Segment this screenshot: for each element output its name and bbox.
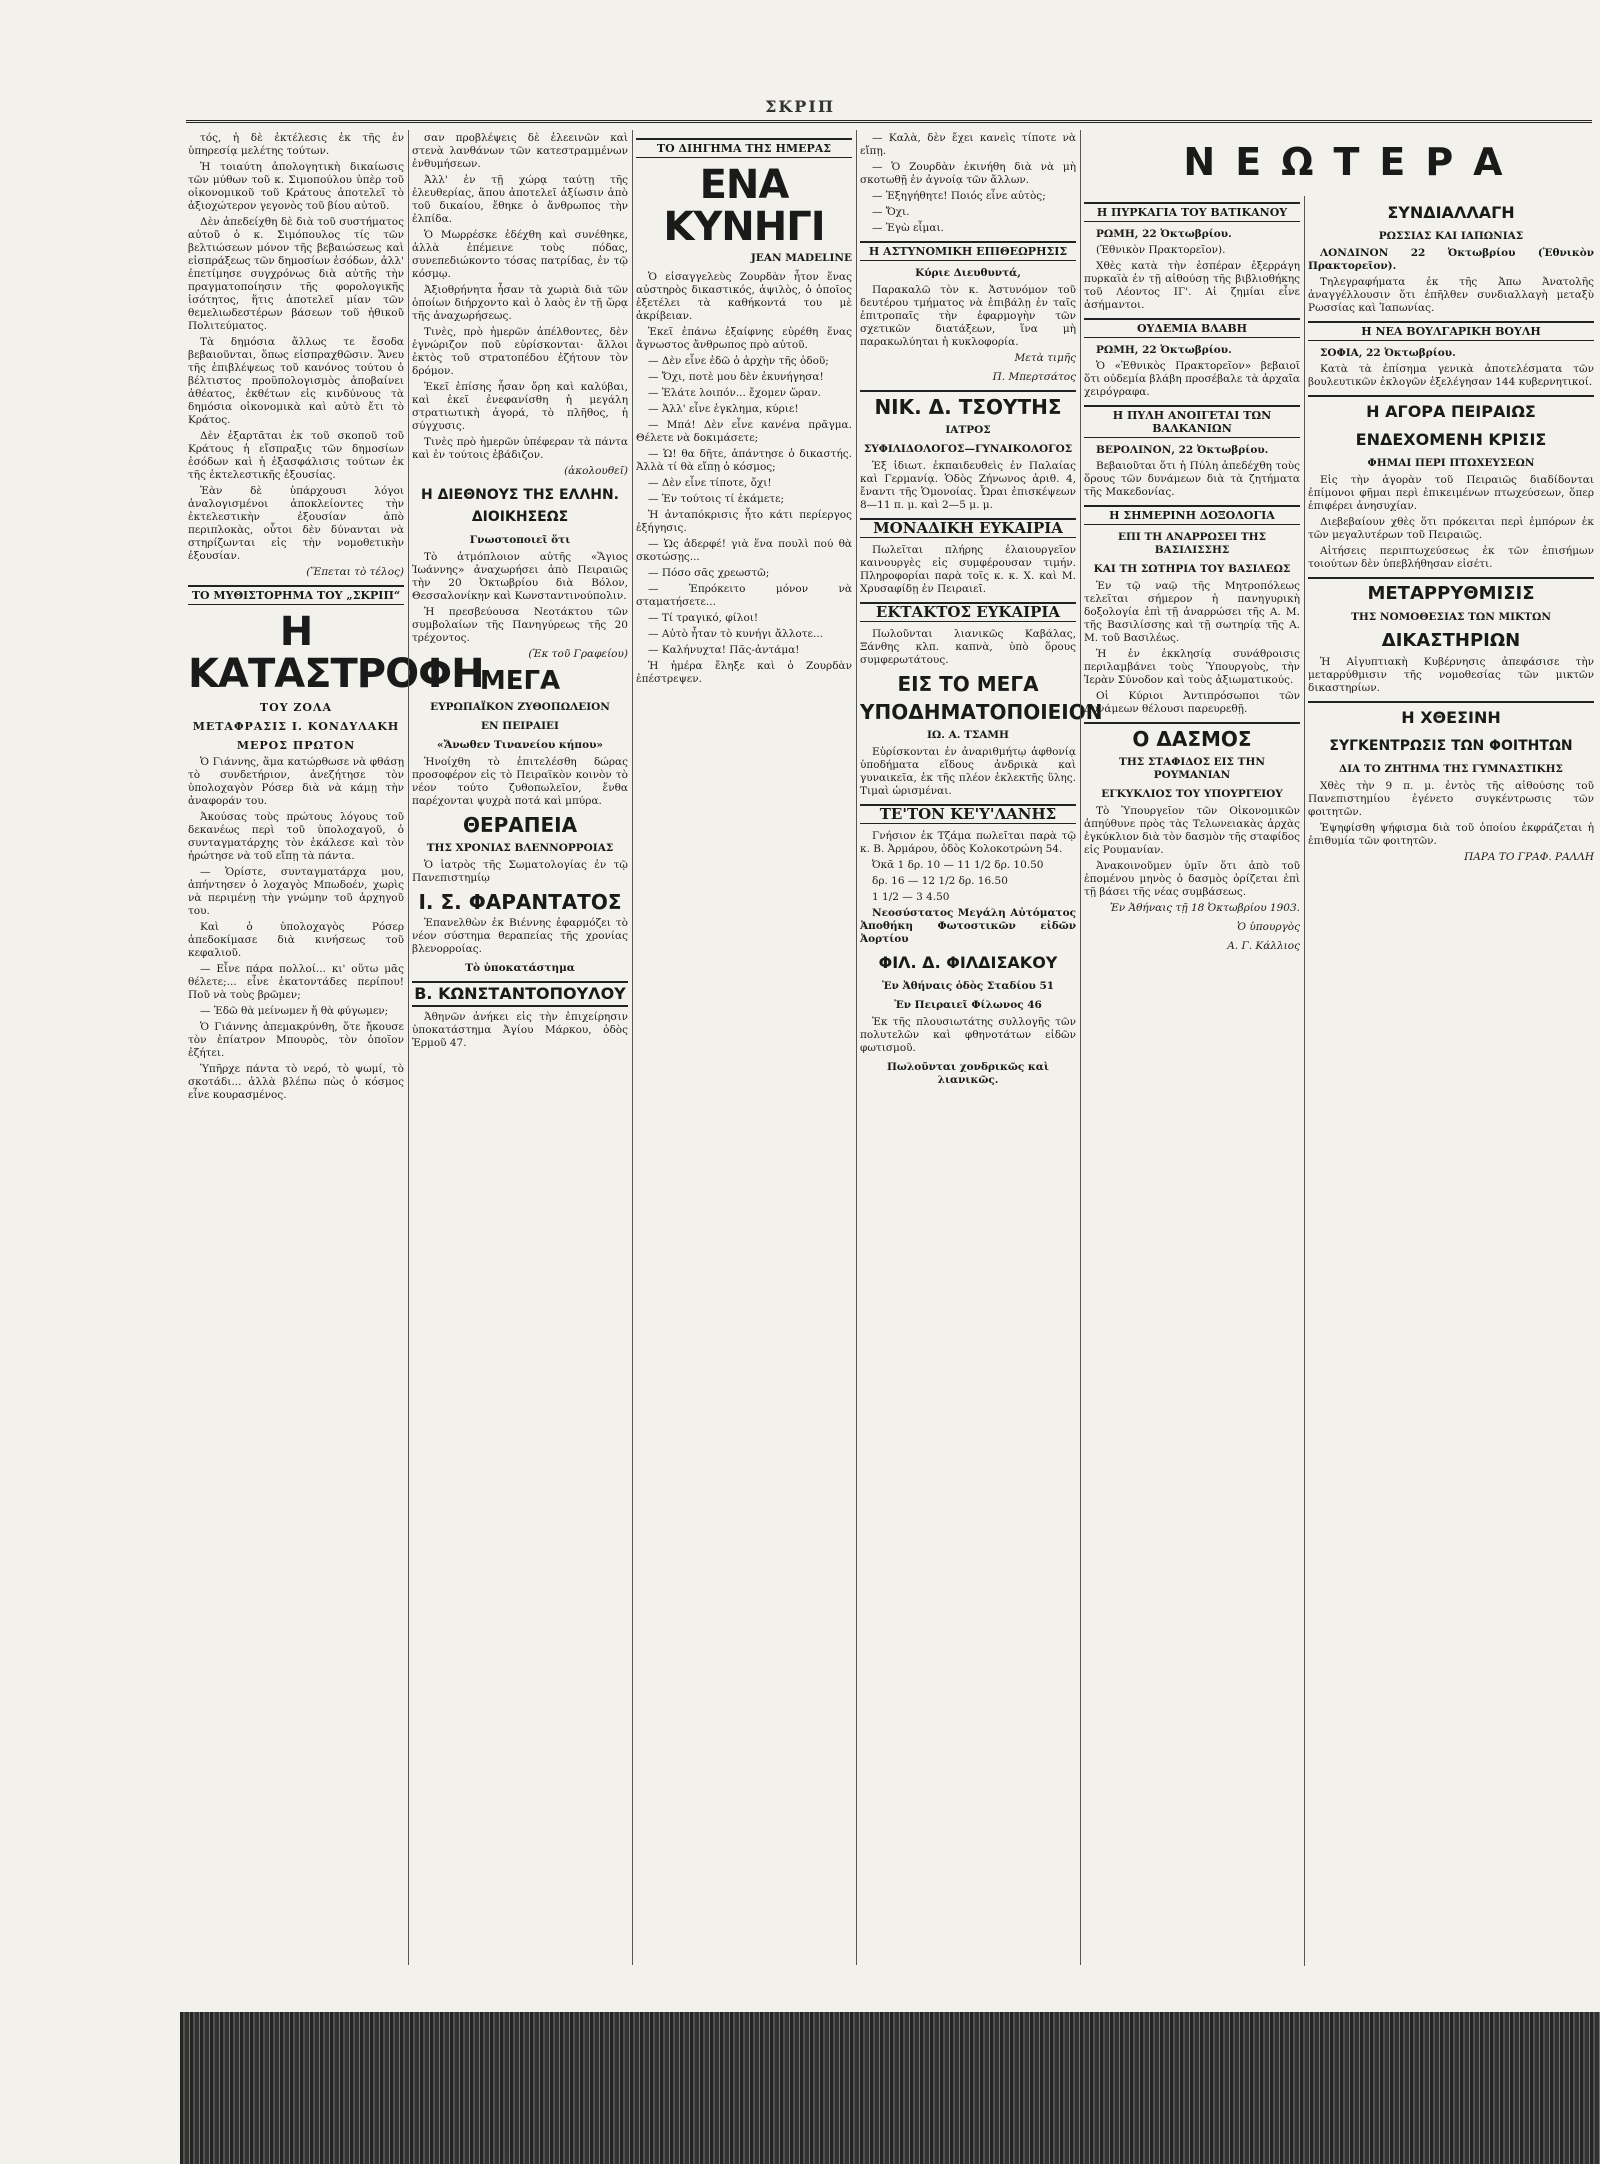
column-4 [860,132,1103,1962]
paragraph: Τινὲς, πρὸ ἡμερῶν ἀπέλθοντες, δὲν ἐγνώριζον ποῦ εὑρίσκονται· ἄλλοι ἐκτὸς τοῦ στρατοπέδου ἐζήτουν τὸν δρόμον. [412,326,628,377]
footer-note: Πωλοῦνται χονδρικῶς καὶ λιανικῶς. [887,1061,1049,1086]
signature-date: Ἐν Ἀθήναις τῇ 18 Ὀκτωβρίου 1903. [1109,902,1300,914]
signature-name: Α. Γ. Κάλλιος [1227,940,1300,952]
paragraph: Ὁ «Ἐθνικὸς Πρακτορεῖον» βεβαιοῖ ὅτι οὐδεμία βλάβη προσέβαλε τὰ ἀρχαῖα χειρόγραφα. [1084,360,1300,398]
column-divider [1304,196,1305,1966]
story-title: ΕΝΑ ΚΥΝΗΓΙ [663,162,825,250]
dateline: ΒΕΡΟΛΙΝΟΝ, 22 Ὀκτωβρίου. [1096,444,1269,456]
news-subheadline: ΚΑΙ ΤΗ ΣΩΤΗΡΙΑ ΤΟΥ ΒΑΣΙΛΕΩΣ [1093,563,1291,575]
paragraph: Ἡ ἡμέρα ἔληξε καὶ ὁ Ζουρδὰν ἐπέστρεψεν. [636,660,852,685]
paragraph: — Δὲν εἶνε τίποτε, ὄχι! [648,477,772,489]
column-divider [1080,130,1081,1965]
paragraph: Ὁ Γιάννης ἀπεμακρύνθη, ὅτε ἤκουσε τὸν ἐπίατρον Μπουρὸς, τὸν ὁποῖον ἐζήτει. [188,1021,404,1059]
news-headline: Η ΠΥΡΚΑΓΙΑ ΤΟΥ ΒΑΤΙΚΑΝΟΥ [1084,202,1300,222]
news-subheadline: ΦΗΜΑΙ ΠΕΡΙ ΠΤΩΧΕΥΣΕΩΝ [1367,457,1535,469]
paragraph: Ἐὰν δὲ ὑπάρχουσι λόγοι ἀναλογισμένοι ἀποκλείοντες τὴν ἐκτελεστικὴν ἐξουσίαν ἀπὸ περιπλοκὰς, οὗτοι δὲν δύνανται νὰ στηρίζωνται εἰς τὴν νομοθετικὴν ἐξουσίαν. [188,485,404,562]
price-line: δρ. 16 — 12 1/2 δρ. 16.50 [872,875,1008,887]
translator: ΜΕΤΑΦΡΑΣΙΣ Ι. ΚΟΝΔΥΛΑΚΗ [192,720,400,733]
ad-header: ΜΟΝΑΔΙΚΗ ΕΥΚΑΙΡΙΑ [860,518,1076,538]
column-divider [856,130,857,1965]
ad-header: ΕΚΤΑΚΤΟΣ ΕΥΚΑΙΡΙΑ [860,602,1076,622]
story-header: ΤΟ ΔΙΗΓΗΜΑ ΤΗΣ ΗΜΕΡΑΣ [636,138,852,158]
address: Ἐν Ἀθήναις ὁδὸς Σταδίου 51 [881,980,1055,992]
news-headline: ΜΕΤΑΡΡΥΘΜΙΣΙΣ [1308,577,1594,605]
continued-note: (ἀκολουθεῖ) [564,465,628,477]
paragraph: — Ὁρίστε, συνταγματάρχα μου, ἀπήντησεν ὁ λοχαγὸς Μπωδοέν, χωρὶς νὰ περιμένῃ τὴν γνώμην τοῦ ἀρχηγοῦ του. [188,866,404,917]
news-headline: Ο ΔΑΣΜΟΣ [1084,722,1300,750]
dateline: ΣΟΦΙΑ, 22 Ὀκτωβρίου. [1320,347,1456,359]
part-label: ΜΕΡΟΣ ΠΡΩΤΟΝ [236,739,356,752]
paragraph: Ἀθηνῶν ἀνήκει εἰς τὴν ἐπιχείρησιν ὑποκατάστημα Ἀγίου Μάρκου, ὁδὸς Ἑρμοῦ 47. [412,1011,628,1049]
paragraph: — Ἀλλ' εἶνε ἐγκλημα, κύριε! [648,403,799,415]
advertiser-name: Ι. Σ. ΦΑΡΑΝΤΑΤΟΣ [418,890,622,914]
news-headline: ΟΥΔΕΜΙΑ ΒΛΑΒΗ [1084,318,1300,338]
paragraph: Ὁ ἰατρὸς τῆς Σωματολογίας ἐν τῷ Πανεπιστημίῳ [412,859,628,884]
paragraph: — Ὄχι. [872,206,910,218]
paragraph: Διεβεβαίουν χθὲς ὅτι πρόκειται περὶ ἐμπόρων ἐκ τῶν μεγαλυτέρων τοῦ Πειραιῶς. [1308,516,1594,541]
advertiser-name: ΙΩ. Α. ΤΣΑΜΗ [927,729,1009,741]
paragraph: Ἐπανελθὼν ἐκ Βιέννης ἐφαρμόζει τὸ νέον σύστημα θεραπείας τῆς χρονίας βλενορροίας. [412,917,628,955]
column-5 [1084,196,1300,2026]
signature: (Ἐκ τοῦ Γραφείου) [528,648,628,660]
novel-author: ΤΟΥ ΖΟΛΑ [259,701,333,714]
news-subheadline: ΤΗΣ ΝΟΜΟΘΕΣΙΑΣ ΤΩΝ ΜΙΚΤΩΝ [1351,611,1551,623]
news-subheadline: ΕΓΚΥΚΛΙΟΣ ΤΟΥ ΥΠΟΥΡΓΕΙΟΥ [1101,788,1283,800]
ad-header: ΤΕ'ΤΟΝ ΚΕ'Υ'ΛΑΝΗΣ [860,804,1076,824]
advertiser-name: Β. ΚΩΝΣΤΑΝΤΟΠΟΥΛΟΥ [412,981,628,1007]
signature: Μετὰ τιμῆς [1014,352,1076,364]
paragraph: Κατὰ τὰ ἐπίσημα γενικὰ ἀποτελέσματα τῶν βουλευτικῶν ἐκλογῶν ἐξελέγησαν 144 κυβερνητικοί. [1308,363,1594,388]
signature-name: Π. Μπερτσάτος [992,371,1076,383]
news-subheadline: ΡΩΣΣΙΑΣ ΚΑΙ ΙΑΠΩΝΙΑΣ [1378,230,1524,242]
paragraph: Τὰ δημόσια ἄλλως τε ἔσοδα βεβαιοῦνται, ὅπως εἰσπραχθῶσιν. Ἄνευ τῆς ἐπιβλέψεως τοῦ κανόνος τούτου ὁ βέλτιστος προϋπολογισμὸς ἀποβαίνει ἀθέατος, ἐκθέτων εἰς κινδύνους τὰ δημόσια οἰκονομικὰ καὶ αὐτὸ ἔτι τὸ Κράτος. [188,336,404,426]
paragraph: Τὸ Ὑπουργεῖον τῶν Οἰκονομικῶν ἀπηύθυνε πρὸς τὰς Τελωνειακὰς ἀρχὰς ἐγκύκλιον διὰ τὸν δασμὸν τῆς σταφίδος εἰς Ρουμανίαν. [1084,805,1300,856]
paragraph: Οἱ Κύριοι Ἀντιπρόσωποι τῶν Δυνάμεων θέλουσι παρευρεθῇ. [1084,690,1300,715]
news-headline: Η ΝΕΑ ΒΟΥΛΓΑΡΙΚΗ ΒΟΥΛΗ [1308,321,1594,341]
paragraph: Καὶ ὁ ὑπολοχαγὸς Ρόσερ ἀπεδοκίμασε διὰ κινήσεως τοῦ κεφαλιοῦ. [188,921,404,959]
ad-subtitle: ΕΥΡΩΠΑΪΚΟΝ ΖΥΘΟΠΩΛΕΙΟΝ [430,701,610,713]
paragraph: — Ἐξηγήθητε! Ποιός εἶνε αὐτὸς; [872,190,1046,202]
paragraph: Ὑπῆρχε πάντα τὸ νερό, τὸ ψωμί, τὸ σκοτάδι... ἀλλὰ βλέπω πὼς ὁ κόσμος εἶνε κουρασμένος. [188,1063,404,1101]
news-headline: Η ΣΗΜΕΡΙΝΗ ΔΟΞΟΛΟΓΙΑ [1084,505,1300,525]
paragraph: Ἡ ἐν ἐκκλησίᾳ συνάθροισις περιλαμβάνει τοὺς Ὑπουργοὺς, τὴν Ἱερὰν Σύνοδον καὶ τοὺς ἀξιωματικούς. [1084,648,1300,686]
paragraph: Εἰς τὴν ἀγορὰν τοῦ Πειραιῶς διαδίδονται ἐπίμονοι φῆμαι περὶ ἐπικειμένων πτωχεύσεων, ὅπερ ἐπιφέρει ἀνησυχίαν. [1308,474,1594,512]
news-headline: Η ΠΥΛΗ ΑΝΟΙΓΕΤΑΙ ΤΩΝ ΒΑΛΚΑΝΙΩΝ [1084,405,1300,438]
paragraph: Πωλοῦνται λιανικῶς Καβάλας, Ξάνθης κλπ. καπνὰ, ὑπὸ ὅρους συμφερωτάτους. [860,628,1076,666]
column-2 [412,132,628,1962]
advertiser-name: ΦΙΛ. Δ. ΦΙΛΔΙΣΑΚΟΥ [878,953,1058,972]
paragraph: — Τί τραγικό, φίλοι! [648,612,759,624]
paragraph: — Ὡ! θα δῆτε, ἀπάντησε ὁ δικαστής. Ἀλλὰ τί θὰ εἴπῃ ὁ κόσμος; [636,448,852,473]
paragraph: Ἀνακοινοῦμεν ὑμῖν ὅτι ἀπὸ τοῦ ἐπομένου μηνὸς ὁ δασμὸς ὁρίζεται ἐπὶ τῇ βάσει τῆς νέας συμβάσεως. [1084,860,1300,898]
paragraph: Ἐξ ἰδιωτ. ἐκπαιδευθεὶς ἐν Παλαίας καὶ Γερμανίᾳ. Ὁδὸς Ζήνωνος ἀριθ. 4, ἔναντι τῆς Ὁμονοίας. Ὧραι ἐπισκέψεων 8—11 π. μ. καὶ 2—5 μ. μ. [860,460,1076,511]
ad-subtitle: ΕΝ ΠΕΙΡΑΙΕΙ [481,720,559,732]
paragraph: — Ὡς ἀδερφέ! γιὰ ἕνα πουλὶ πού θὰ σκοτώσῃς... [636,538,852,563]
paragraph: — Ἐπρόκειτο μόνον νὰ σταματήσετε... [636,583,852,608]
paragraph: Ὁ Γιάννης, ἅμα κατώρθωσε νὰ φθάσῃ τὸ συνδετήριον, ἀνεζήτησε τὸν ὑπολοχαγὸν Ρόσερ διὰ νὰ κάμῃ τὴν ἀναφοράν του. [188,756,404,807]
ad-title: ΕΙΣ ΤΟ ΜΕΓΑ [897,672,1039,696]
ad-title: ΘΕΡΑΠΕΙΑ [462,813,578,837]
dateline: ΡΩΜΗ, 22 Ὀκτωβρίου. [1096,344,1232,356]
column-divider [408,130,409,1965]
paragraph: Τηλεγραφήματα ἐκ τῆς Ἀπω Ἀνατολῆς ἀναγγέλλουσιν ὅτι ἐπῆλθεν συνδιαλλαγὴ μεταξὺ Ρωσσίας καὶ Ἰαπωνίας. [1308,276,1594,314]
paragraph: Ἀκούσας τοὺς πρώτους λόγους τοῦ δεκανέως περὶ τοῦ ὑπολοχαγοῦ, ὁ συνταγματάρχης τὸν ἐκάλεσε καὶ τὸν ἠρώτησε νὰ τοῦ εἴπῃ τὰ πάντα. [188,811,404,862]
novel-title: Η ΚΑΤΑΣΤΡΟΦΗ [188,609,484,697]
news-subheadline: ΕΝΔΕΧΟΜΕΝΗ ΚΡΙΣΙΣ [1355,430,1547,449]
signature-role: Ὁ ὑπουργὸς [1237,921,1300,933]
news-subheadline: ΤΗΣ ΣΤΑΦΙΔΟΣ ΕΙΣ ΤΗΝ ΡΟΥΜΑΝΙΑΝ [1119,756,1265,781]
signature: ΠΑΡΑ ΤΟ ΓΡΑΦ. ΡΑΛΛΗ [1464,851,1594,863]
paragraph: — Αὐτὸ ἦταν τὸ κυνήγι ἄλλοτε... [648,628,823,640]
paragraph: Ὁ Μωρρέσκε ἐδέχθη καὶ συνέθηκε, ἀλλὰ ἐπέμεινε τοὺς πόδας, συνεπεδιώκοντο τόσας πατρίδας, ἐν τῷ κόσμῳ. [412,229,628,280]
news-subheadline: ΔΙΚΑΣΤΗΡΙΩΝ [1381,630,1521,651]
price-line: Ὀκᾶ 1 δρ. 10 — 11 1/2 δρ. 10.50 [872,859,1044,871]
agency: (Ἐθνικὸν Πρακτορεῖον). [1096,244,1226,256]
paragraph: Ἠνοίχθη τὸ ἐπιτελέσθη δώρας προσοφέρον εἰς τὸ Πειραϊκὸν κοινὸν τὸ νέον τούτο ζυθοπωλεῖον, ἔνθα παρέχονται ψυχρὰ ποτά καὶ μπύρα. [412,756,628,807]
paragraph: Ἐκ τῆς πλουσιωτάτης συλλογῆς τῶν πολυτελῶν καὶ φθηνοτάτων εἰδῶν φωτισμοῦ. [860,1016,1076,1054]
column-1 [188,132,484,1962]
letter-greeting: Κύριε Διευθυντά, [915,267,1021,279]
paragraph: Ὁ εἰσαγγελεὺς Ζουρδὰν ἦτον ἕνας αὐστηρὸς δικαστικός, ἀψιλὸς, ὁ ὁποῖος ἐξετέλει τὰ καθήκοντά του μὲ ἀκρίβειαν. [636,271,852,322]
section-header: Η ΑΣΤΥΝΟΜΙΚΗ ΕΠΙΘΕΩΡΗΣΙΣ [860,241,1076,261]
masthead: ΣΚΡΙΠ [765,97,835,116]
notice-subtitle: Γνωστοποιεῖ ὅτι [469,534,571,546]
feuilleton-header: ΤΟ ΜΥΘΙΣΤΟΡΗΜΑ ΤΟΥ „ΣΚΡΙΠ“ [188,585,404,605]
paragraph: Ἀξιοθρήνητα ἦσαν τὰ χωριὰ διὰ τῶν ὁποίων διήρχοντο καὶ ὁ λαὸς ἐν τῇ ὥρᾳ τῆς ἀναχωρήσεως. [412,284,628,322]
paragraph: — Δὲν εἶνε ἐδῶ ὁ ἀρχὴν τῆς ὁδοῦ; [648,355,829,367]
scan-artifact [180,2012,1600,2164]
notice-title: Η ΔΙΕΘΝΟΥΣ ΤΗΣ ΕΛΛΗΝ. ΔΙΟΙΚΗΣΕΩΣ [421,487,619,525]
top-rule [186,120,1592,123]
paragraph: τός, ἡ δὲ ἐκτέλεσις ἐκ τῆς ἐν ὑπηρεσίᾳ μελέτης τούτων. [188,132,404,157]
continued-note: (Ἕπεται τὸ τέλος) [306,566,404,578]
paragraph: Ἡ τοιαύτη ἀπολογητικὴ δικαίωσις τῶν μύθων τοῦ κ. Σιμοπούλου ὑπὲρ τοῦ οἰκονομικοῦ τοῦ Κράτους ἀποτελεῖ τὸ ἀξιοχώτερον γεγονὸς τοῦ βίου αὐτοῦ. [188,161,404,212]
news-subheadline: ΣΥΓΚΕΝΤΡΩΣΙΣ ΤΩΝ ΦΟΙΤΗΤΩΝ [1329,738,1573,754]
column-6 [1308,196,1594,2026]
news-subheadline: ΔΙΑ ΤΟ ΖΗΤΗΜΑ ΤΗΣ ΓΥΜΝΑΣΤΙΚΗΣ [1339,763,1563,775]
paragraph: Εὑρίσκονται ἐν ἀναριθμήτῳ ἀφθονίᾳ ὑποδήματα εἴδους ἀνδρικὰ καὶ γυναικεῖα, ἐκ τῆς πλέον ἐκλεκτῆς ὕλης. Τιμαὶ ὡρισμέναι. [860,746,1076,797]
paragraph: Ἡ πρεσβεύουσα Νεοτάκτου τῶν συμβολαίων τῆς Πανηγύρεως τῆς 20 τρέχοντος. [412,606,628,644]
news-headline: Η ΑΓΟΡΑ ΠΕΙΡΑΙΩΣ [1308,395,1594,423]
paragraph: Ἡ Αἰγυπτιακὴ Κυβέρνησις ἀπεφάσισε τὴν μεταρρύθμισιν τῆς νομοθεσίας τῶν μικτῶν δικαστηρίων. [1308,656,1594,694]
paragraph: Αἰτήσεις περιπτωχεύσεως ἐκ τῶν ἐπισήμων τοιούτων δὲν ὑπεβλήθησαν εἰσέτι. [1308,545,1594,570]
paragraph: Νεοσύστατος Μεγάλη Αὐτόματος Ἀποθήκη Φωτοστικῶν εἰδῶν Ἀορτίου [860,907,1076,945]
news-subheadline: ΕΠΙ ΤΗ ΑΝΑΡΡΩΣΕΙ ΤΗΣ ΒΑΣΙΛΙΣΣΗΣ [1117,531,1267,556]
ad-subtitle: ΤΗΣ ΧΡΟΝΙΑΣ ΒΛΕΝΝΟΡΡΟΙΑΣ [426,842,614,854]
paragraph: Παρακαλῶ τὸν κ. Ἀστυνόμον τοῦ δευτέρου τμήματος νὰ ἐπιβάλῃ ἐν ταῖς ἐπιτροπαῖς τὴν ἐφαρμογὴν τῶν σχετικῶν διατάξεων, ἵνα μὴ παρακωλύηται ἡ κυκλοφορία. [860,284,1076,348]
paragraph: Δὲν ἀπεδείχθη δὲ διὰ τοῦ συστήματος αὐτοῦ ὁ κ. Σιμόπουλος τίς τῶν βελτιώσεων μόνον τῆς βεβαιώσεως καὶ εἰσπράξεως τῶν δημοσίων ἐσόδων, ἀλλ' ἐπετίμησε συγχρόνως διὰ αὐτῆς τὴν πραγματοποίησιν τῆς φορολογικῆς ἰσότητος, ἥτις ἀποτελεῖ μίαν τῶν θεμελιωδεστέρων βάσεων τοῦ ἠθικοῦ Πολιτεύματος. [188,216,404,332]
paragraph: Δὲν ἐξαρτᾶται ἐκ τοῦ σκοποῦ τοῦ Κράτους ἡ εἴσπραξις τῶν δημοσίων ἐσόδων καὶ ἡ ἐξασφάλισις τούτων ἐκ τῆς ἐκτελεστικῆς ἐξουσίας. [188,430,404,481]
dateline: ΛΟΝΔΙΝΟΝ 22 Ὀκτωβρίου (Ἐθνικὸν Πρακτορεῖον). [1308,247,1594,272]
paragraph: Γνήσιον ἐκ Τζάμα πωλεῖται παρὰ τῷ κ. Β. Ἀρμάρου, ὁδὸς Κολοκοτρώνη 54. [860,830,1076,855]
paragraph: Βεβαιοῦται ὅτι ἡ Πύλη ἀπεδέχθη τοὺς ὅρους τῶν δυνάμεων διὰ τὰ ζητήματα τῆς Μακεδονίας. [1084,460,1300,498]
paragraph: — Ἐδῶ θὰ μείνωμεν ἤ θὰ φύγωμεν; [200,1005,389,1017]
advertiser-name: ΝΙΚ. Δ. ΤΣΟΥΤΗΣ [860,390,1076,418]
paragraph: — Ὁ Ζουρδὰν ἐκινήθη διὰ νὰ μὴ σκοτωθῇ ἐν ἀγνοίᾳ τῶν ἄλλων. [860,161,1076,186]
news-headline: ΣΥΝΔΙΑΛΛΑΓΗ [1387,203,1515,222]
paragraph: Ἡ ἀνταπόκρισις ἦτο κάτι περίεργος ἐξήγησις. [636,509,852,534]
ad-title: ΥΠΟΔΗΜΑΤΟΠΟΙΕΙΟΝ [860,700,1103,724]
paragraph: — Ἐγὼ εἶμαι. [872,222,944,234]
paragraph: — Πόσο σᾶς χρεωστῶ; [648,567,770,579]
paragraph: Ἐψηφίσθη ψήφισμα διὰ τοῦ ὁποίου ἐκφράζεται ἡ ἐπιθυμία τῶν φοιτητῶν. [1308,822,1594,847]
ad-title: ΜΕΓΑ [479,666,561,696]
column-divider [632,130,633,1965]
paragraph: — Ὄχι, ποτὲ μου δὲν ἐκυνήγησα! [648,371,824,383]
paragraph: — Καλὰ, δὲν ἔχει κανεὶς τίποτε νὰ εἴπῃ. [860,132,1076,157]
paragraph: — Ἐλάτε λοιπόν... ἔχομεν ὥραν. [648,387,822,399]
ad-subtitle: «Ἄνωθεν Τινανείου κήπου» [437,739,603,751]
paragraph: — Καλήνυχτα! Πᾶς-ἀντάμα! [648,644,800,656]
paragraph: Χθὲς τὴν 9 π. μ. ἐντὸς τῆς αἰθούσης τοῦ Πανεπιστημίου ἐγένετο συγκέντρωσις τῶν φοιτητῶν. [1308,780,1594,818]
ad-subtitle: ΣΥΦΙΛΙΔΟΛΟΓΟΣ—ΓΥΝΑΙΚΟΛΟΓΟΣ [863,443,1073,455]
paragraph: — Εἶνε πάρα πολλοί... κι' οὕτω μᾶς θέλετε;... εἶνε ἑκατοντάδες περίπου! Ποῦ νὰ τοὺς βρῶμεν; [188,963,404,1001]
dateline: ΡΩΜΗ, 22 Ὀκτωβρίου. [1096,228,1232,240]
paragraph: Τὸ ἀτμόπλοιον αὐτῆς «Ἅγιος Ἰωάννης» ἀναχωρήσει ἀπὸ Πειραιῶς τὴν 20 Ὀκτωβρίου διὰ Βόλον, Θεσσαλονίκην καὶ Κωνσταντινούπολιν. [412,551,628,602]
news-banner: ΝΕΩΤΕΡΑ [1183,140,1523,184]
paragraph: — Ἐν τούτοις τί ἐκάμετε; [648,493,785,505]
address: Ἐν Πειραιεῖ Φίλωνος 46 [894,999,1042,1011]
paragraph: Χθὲς κατὰ τὴν ἑσπέραν ἐξερράγη πυρκαϊὰ ἐν τῇ αἰθούσῃ τῆς βιβλιοθήκης τοῦ Λέοντος ΙΓ'. Αἱ ζημίαι εἶνε ἀσήμαντοι. [1084,260,1300,311]
paragraph: — Μπά! Δὲν εἶνε κανένα πρᾶγμα. Θέλετε νὰ δοκιμάσετε; [636,419,852,444]
paragraph: Ἐν τῷ ναῷ τῆς Μητροπόλεως τελεῖται σήμερον ἡ πανηγυρικὴ δοξολογία ἐπὶ τῇ ἀναρρώσει τῆς Α. Μ. τῆς Βασιλίσσης καὶ τῇ σωτηρίᾳ τῆς Α. Μ. τοῦ Βασιλέως. [1084,580,1300,644]
paragraph: Τινὲς πρὸ ἡμερῶν ὑπέφεραν τὰ πάντα καὶ ἐν τούτοις ἐβάδιζον. [412,436,628,461]
paragraph: σαν προβλέψεις δὲ ἐλεεινῶν καὶ στενὰ λανθάνων τῶν κατεστραμμένων ἐνθυμήσεων. [412,132,628,170]
paragraph: Ἐκεῖ ἐπάνω ἐξαίφνης εὑρέθη ἕνας ἄγνωστος ἄνθρωπος πρὸ αὐτοῦ. [636,326,852,351]
news-headline: Η ΧΘΕΣΙΝΗ [1308,701,1594,729]
column-3 [636,132,852,1962]
paragraph: Ἐκεῖ ἐπίσης ἦσαν ὄρη καὶ καλύβαι, καὶ ἐκεῖ ἐνεφανίσθη ἡ μεγάλη στρατιωτικὴ ἀγορά, τὸ πλῆθος, ἡ σύγχυσις. [412,381,628,432]
price-line: 1 1/2 — 3 4.50 [872,891,950,903]
paragraph: Ἀλλ' ἐν τῇ χώρᾳ ταύτῃ τῆς ἐλευθερίας, ἅπου ἀποτελεῖ ἀξίωσιν ἀπὸ τοῦ δικαίου, ἔθηκε ὁ ἄνθρωπος τὴν ἐλπίδα. [412,174,628,225]
ad-label: Τὸ ὑποκατάστημα [465,962,575,974]
ad-subtitle: ΙΑΤΡΟΣ [945,424,991,436]
paragraph: Πωλεῖται πλήρης ἐλαιουργεῖον καινουργὲς εἰς συμφέρουσαν τιμήν. Πληροφορίαι παρὰ τοῖς κ. κ. Χ. καὶ Μ. Χρυσαφίδῃ ἐν Πειραιεῖ. [860,544,1076,595]
story-author: JEAN MADELINE [750,252,852,264]
